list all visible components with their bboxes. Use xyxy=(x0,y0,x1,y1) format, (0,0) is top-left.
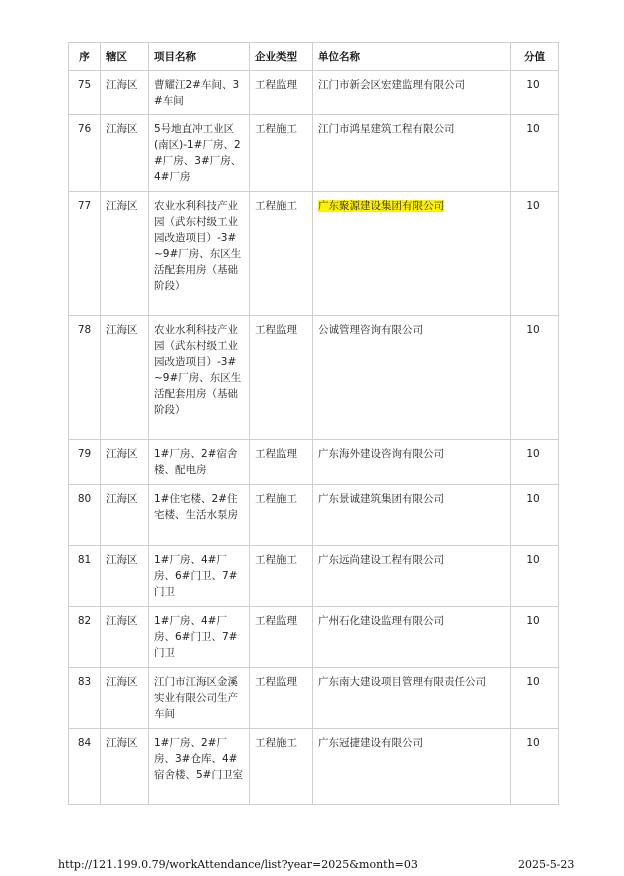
row-district: 江海区 xyxy=(101,546,149,607)
row-type: 工程监理 xyxy=(250,440,313,485)
row-type: 工程施工 xyxy=(250,192,313,316)
row-project: 1#厂房、4#厂房、6#门卫、7#门卫 xyxy=(149,546,250,607)
table-row xyxy=(69,440,559,485)
highlighted-company: 广东聚源建设集团有限公司 xyxy=(318,200,444,212)
row-company: 广州石化建设监理有限公司 xyxy=(313,607,511,668)
row-company: 广东冠捷建设有限公司 xyxy=(313,729,511,805)
header-project: 项目名称 xyxy=(149,43,250,71)
row-seq: 76 xyxy=(69,115,101,192)
header-type: 企业类型 xyxy=(250,43,313,71)
row-district: 江海区 xyxy=(101,668,149,729)
row-company: 江门市新会区宏建监理有限公司 xyxy=(313,71,511,115)
row-project: 江门市江海区金溪实业有限公司生产车间 xyxy=(149,668,250,729)
table-row xyxy=(69,607,559,668)
row-district: 江海区 xyxy=(101,316,149,440)
row-score: 10 xyxy=(511,71,559,115)
table-row xyxy=(69,546,559,607)
row-district: 江海区 xyxy=(101,192,149,316)
row-district: 江海区 xyxy=(101,485,149,546)
row-type: 工程施工 xyxy=(250,115,313,192)
row-seq: 82 xyxy=(69,607,101,668)
table-row xyxy=(69,729,559,805)
table-row xyxy=(69,316,559,440)
header-company: 单位名称 xyxy=(313,43,511,71)
row-seq: 75 xyxy=(69,71,101,115)
row-type: 工程施工 xyxy=(250,485,313,546)
row-district: 江海区 xyxy=(101,440,149,485)
row-score: 10 xyxy=(511,440,559,485)
row-company xyxy=(313,192,511,316)
table-row xyxy=(69,668,559,729)
row-type: 工程施工 xyxy=(250,729,313,805)
table-row xyxy=(69,485,559,546)
row-project: 1#厂房、2#宿舍楼、配电房 xyxy=(149,440,250,485)
row-project: 1#厂房、4#厂房、6#门卫、7#门卫 xyxy=(149,607,250,668)
row-company: 广东远尚建设工程有限公司 xyxy=(313,546,511,607)
row-project: 农业水利科技产业园（武东村级工业园改造项目）-3#~9#厂房、东区生活配套用房（基础阶段） xyxy=(149,192,250,316)
row-seq: 77 xyxy=(69,192,101,316)
row-type: 工程监理 xyxy=(250,607,313,668)
row-seq: 83 xyxy=(69,668,101,729)
table-header-row xyxy=(69,43,559,71)
row-score: 10 xyxy=(511,316,559,440)
header-district: 辖区 xyxy=(101,43,149,71)
footer-url[interactable]: http://121.199.0.79/workAttendance/list?year=2025&month=03 xyxy=(58,858,418,871)
row-project: 1#住宅楼、2#住宅楼、生活水泵房 xyxy=(149,485,250,546)
header-seq: 序 xyxy=(69,43,101,71)
row-seq: 79 xyxy=(69,440,101,485)
row-company: 广东南大建设项目管理有限责任公司 xyxy=(313,668,511,729)
row-district: 江海区 xyxy=(101,115,149,192)
row-type: 工程监理 xyxy=(250,316,313,440)
row-company: 公诚管理咨询有限公司 xyxy=(313,316,511,440)
row-score: 10 xyxy=(511,607,559,668)
table-row xyxy=(69,115,559,192)
row-score: 10 xyxy=(511,115,559,192)
row-type: 工程监理 xyxy=(250,668,313,729)
row-district: 江海区 xyxy=(101,607,149,668)
row-company: 广东景诚建筑集团有限公司 xyxy=(313,485,511,546)
row-score: 10 xyxy=(511,668,559,729)
row-seq: 81 xyxy=(69,546,101,607)
row-score: 10 xyxy=(511,729,559,805)
row-seq: 80 xyxy=(69,485,101,546)
row-district: 江海区 xyxy=(101,729,149,805)
footer-date: 2025-5-23 xyxy=(518,858,575,871)
row-project: 1#厂房、2#厂房、3#仓库、4#宿舍楼、5#门卫室 xyxy=(149,729,250,805)
row-type: 工程监理 xyxy=(250,71,313,115)
score-table xyxy=(68,42,559,805)
row-project: 曹耀江2#车间、3#车间 xyxy=(149,71,250,115)
row-district: 江海区 xyxy=(101,71,149,115)
row-company: 广东海外建设咨询有限公司 xyxy=(313,440,511,485)
row-score: 10 xyxy=(511,485,559,546)
row-type: 工程施工 xyxy=(250,546,313,607)
row-score: 10 xyxy=(511,192,559,316)
row-company: 江门市鸿星建筑工程有限公司 xyxy=(313,115,511,192)
row-score: 10 xyxy=(511,546,559,607)
table-row xyxy=(69,192,559,316)
row-project: 农业水利科技产业园（武东村级工业园改造项目）-3#~9#厂房、东区生活配套用房（基础阶段） xyxy=(149,316,250,440)
header-score: 分值 xyxy=(511,43,559,71)
table-row xyxy=(69,71,559,115)
row-project: 5号地直冲工业区(南区)-1#厂房、2#厂房、3#厂房、4#厂房 xyxy=(149,115,250,192)
row-seq: 84 xyxy=(69,729,101,805)
row-seq: 78 xyxy=(69,316,101,440)
